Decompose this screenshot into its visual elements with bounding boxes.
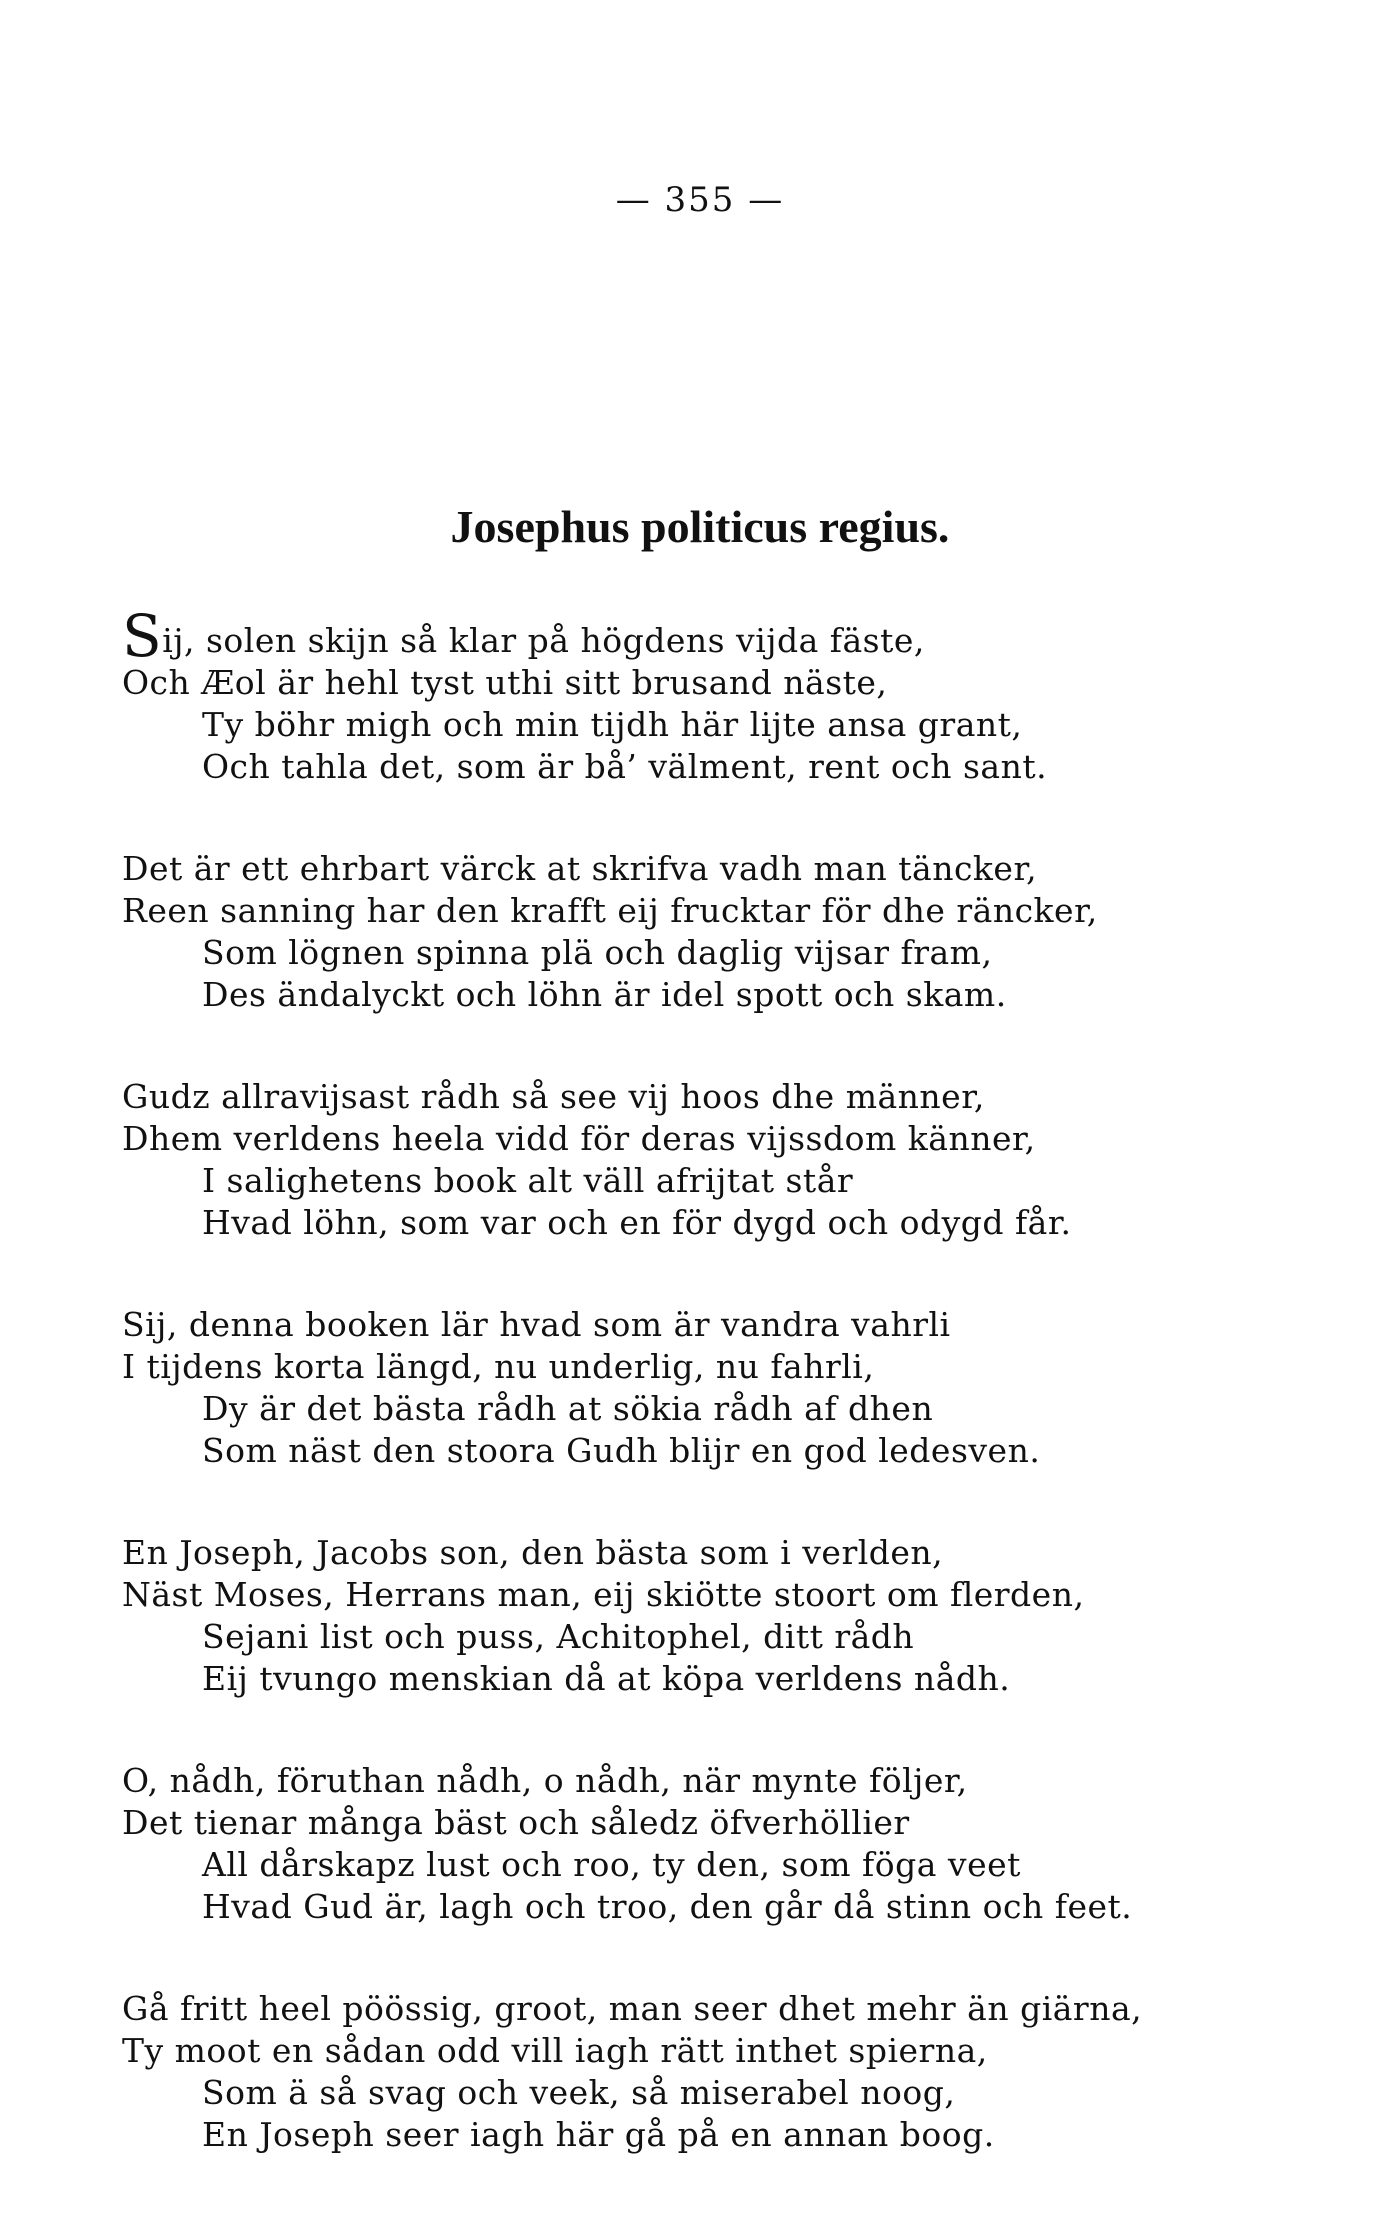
stanza [122,848,1302,1016]
poem-line: Hvad löhn, som var och en för dygd och odygd får. [202,1203,1072,1242]
poem-line: Det är ett ehrbart värck at skrifva vadh man täncker, [122,849,1038,888]
poem-line: Eij tvungo menskian då at köpa verldens nådh. [202,1659,1011,1698]
poem-line: Gudz allravijsast rådh så see vij hoos dhe männer, [122,1077,985,1116]
poem-title: Josephus politicus regius. [450,501,950,552]
poem-line: Sij, denna booken lär hvad som är vandra vahrli [122,1305,951,1344]
poem-line: O, nådh, föruthan nådh, o nådh, när mynte följer, [122,1761,968,1800]
poem-line: I tijdens korta längd, nu underlig, nu fahrli, [122,1347,875,1386]
poem-line: Näst Moses, Herrans man, eij skiötte stoort om flerden, [122,1575,1085,1614]
poem-line: I salighetens book alt väll afrijtat står [202,1161,854,1200]
stanza [122,1988,1302,2156]
poem-line: En Joseph seer iagh här gå på en annan boog. [202,2115,995,2154]
poem-line: Och Æol är hehl tyst uthi sitt brusand näste, [122,663,888,702]
stanza [122,602,1302,788]
drop-cap: S [122,602,163,670]
stanza [122,1760,1302,1928]
poem-line: Gå fritt heel pöössig, groot, man seer dhet mehr än giärna, [122,1989,1143,2028]
poem-line: Som ä så svag och veek, så miserabel noog, [202,2073,956,2112]
stanza [122,1076,1302,1244]
page-number: — 355 — [615,180,785,220]
poem-line: Det tienar många bäst och såledz öfverhöllier [122,1803,910,1842]
poem-line: Ty böhr migh och min tijdh här lijte ansa grant, [202,705,1023,744]
poem-line: Reen sanning har den krafft eij frucktar för dhe räncker, [122,891,1098,930]
poem-line: Som näst den stoora Gudh blijr en god ledesven. [202,1431,1041,1470]
poem-line: Des ändalyckt och löhn är idel spott och skam. [202,975,1007,1014]
poem-line: All dårskapz lust och roo, ty den, som föga veet [202,1845,1021,1884]
poem-line: En Joseph, Jacobs son, den bästa som i verlden, [122,1533,944,1572]
poem-line: Dhem verldens heela vidd för deras vijssdom känner, [122,1119,1036,1158]
poem-line: Ty moot en sådan odd vill iagh rätt inthet spierna, [122,2031,988,2070]
poem-line: Sij, solen skijn så klar på högdens vijda fäste, [122,602,925,670]
poem-line: Som lögnen spinna plä och daglig vijsar fram, [202,933,993,972]
poem-line: Hvad Gud är, lagh och troo, den går då stinn och feet. [202,1887,1133,1926]
poem-line: Och tahla det, som är bå’ välment, rent och sant. [202,747,1048,786]
stanza [122,1532,1302,1700]
stanza [122,1304,1302,1472]
poem-line: Sejani list och puss, Achitophel, ditt rådh [202,1617,915,1656]
poem-line: Dy är det bästa rådh at sökia rådh af dhen [202,1389,934,1428]
poem-body [122,602,1302,2216]
